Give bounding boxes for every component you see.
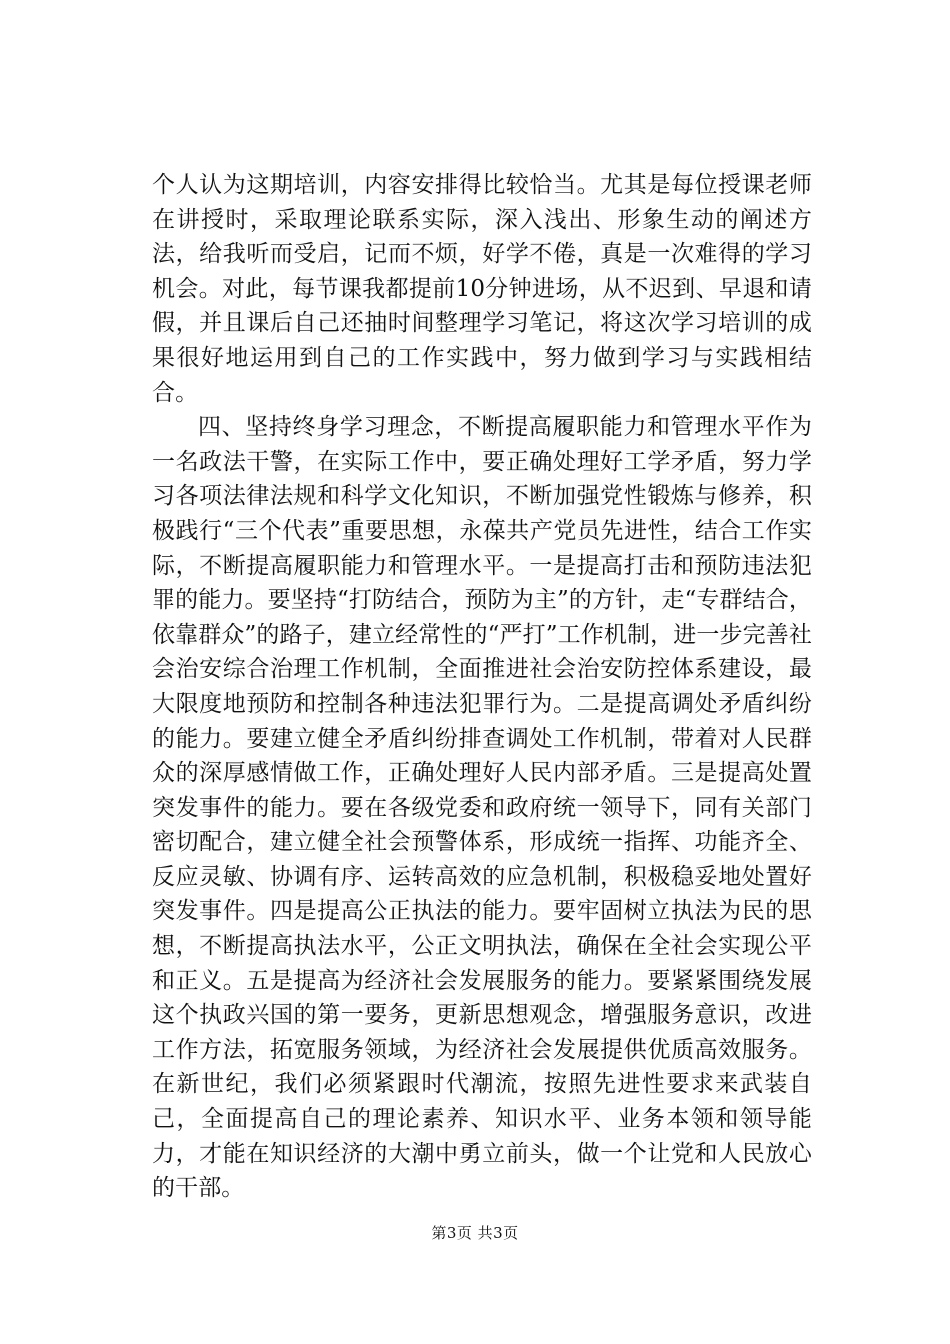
page-number-footer: 第3页 共3页 bbox=[431, 1224, 519, 1242]
paragraph-section-four: 四、坚持终身学习理念，不断提高履职能力和管理水平作为一名政法干警，在实际工作中，要正确处理好工学矛盾，努力学习各项法律法规和科学文化知识，不断加强党性锻炼与修养，积极践行“三个代表”重要思想，永葆共产党员先进性，结合工作实际，不断提高履职能力和管理水平。一是提高打击和预防违法犯罪的能力。要坚持“打防结合，预防为主”的方针，走“专群结合，依靠群众”的路子，建立经常性的“严打”工作机制，进一步完善社会治安综合治理工作机制，全面推进社会治安防控体系建设，最大限度地预防和控制各种违法犯罪行为。二是提高调处矛盾纠纷的能力。要建立健全矛盾纠纷排查调处工作机制，带着对人民群众的深厚感情做工作，正确处理好人民内部矛盾。三是提高处置突发事件的能力。要在各级党委和政府统一领导下，同有关部门密切配合，建立健全社会预警体系，形成统一指挥、功能齐全、反应灵敏、协调有序、运转高效的应急机制，积极稳妥地处置好突发事件。四是提高公正执法的能力。要牢固树立执法为民的思想，不断提高执法水平，公正文明执法，确保在全社会实现公平和正义。五是提高为经济社会发展服务的能力。要紧紧围绕发展这个执政兴国的第一要务，更新思想观念，增强服务意识，改进工作方法，拓宽服务领域，为经济社会发展提供优质高效服务。在新世纪，我们必须紧跟时代潮流，按照先进性要求来武装自己，全面提高自己的理论素养、知识水平、业务本领和领导能力，才能在知识经济的大潮中勇立前头，做一个让党和人民放心的干部。 bbox=[152, 414, 812, 1202]
paragraph-continuation: 个人认为这期培训，内容安排得比较恰当。尤其是每位授课老师在讲授时，采取理论联系实际，深入浅出、形象生动的阐述方法，给我听而受启，记而不烦，好学不倦，真是一次难得的学习机会。对此，每节课我都提前10分钟进场，从不迟到、早退和请假，并且课后自己还抽时间整理学习笔记，将这次学习培训的成果很好地运用到自己的工作实践中，努力做到学习与实践相结合。 bbox=[152, 172, 812, 406]
document-body bbox=[152, 168, 812, 1206]
